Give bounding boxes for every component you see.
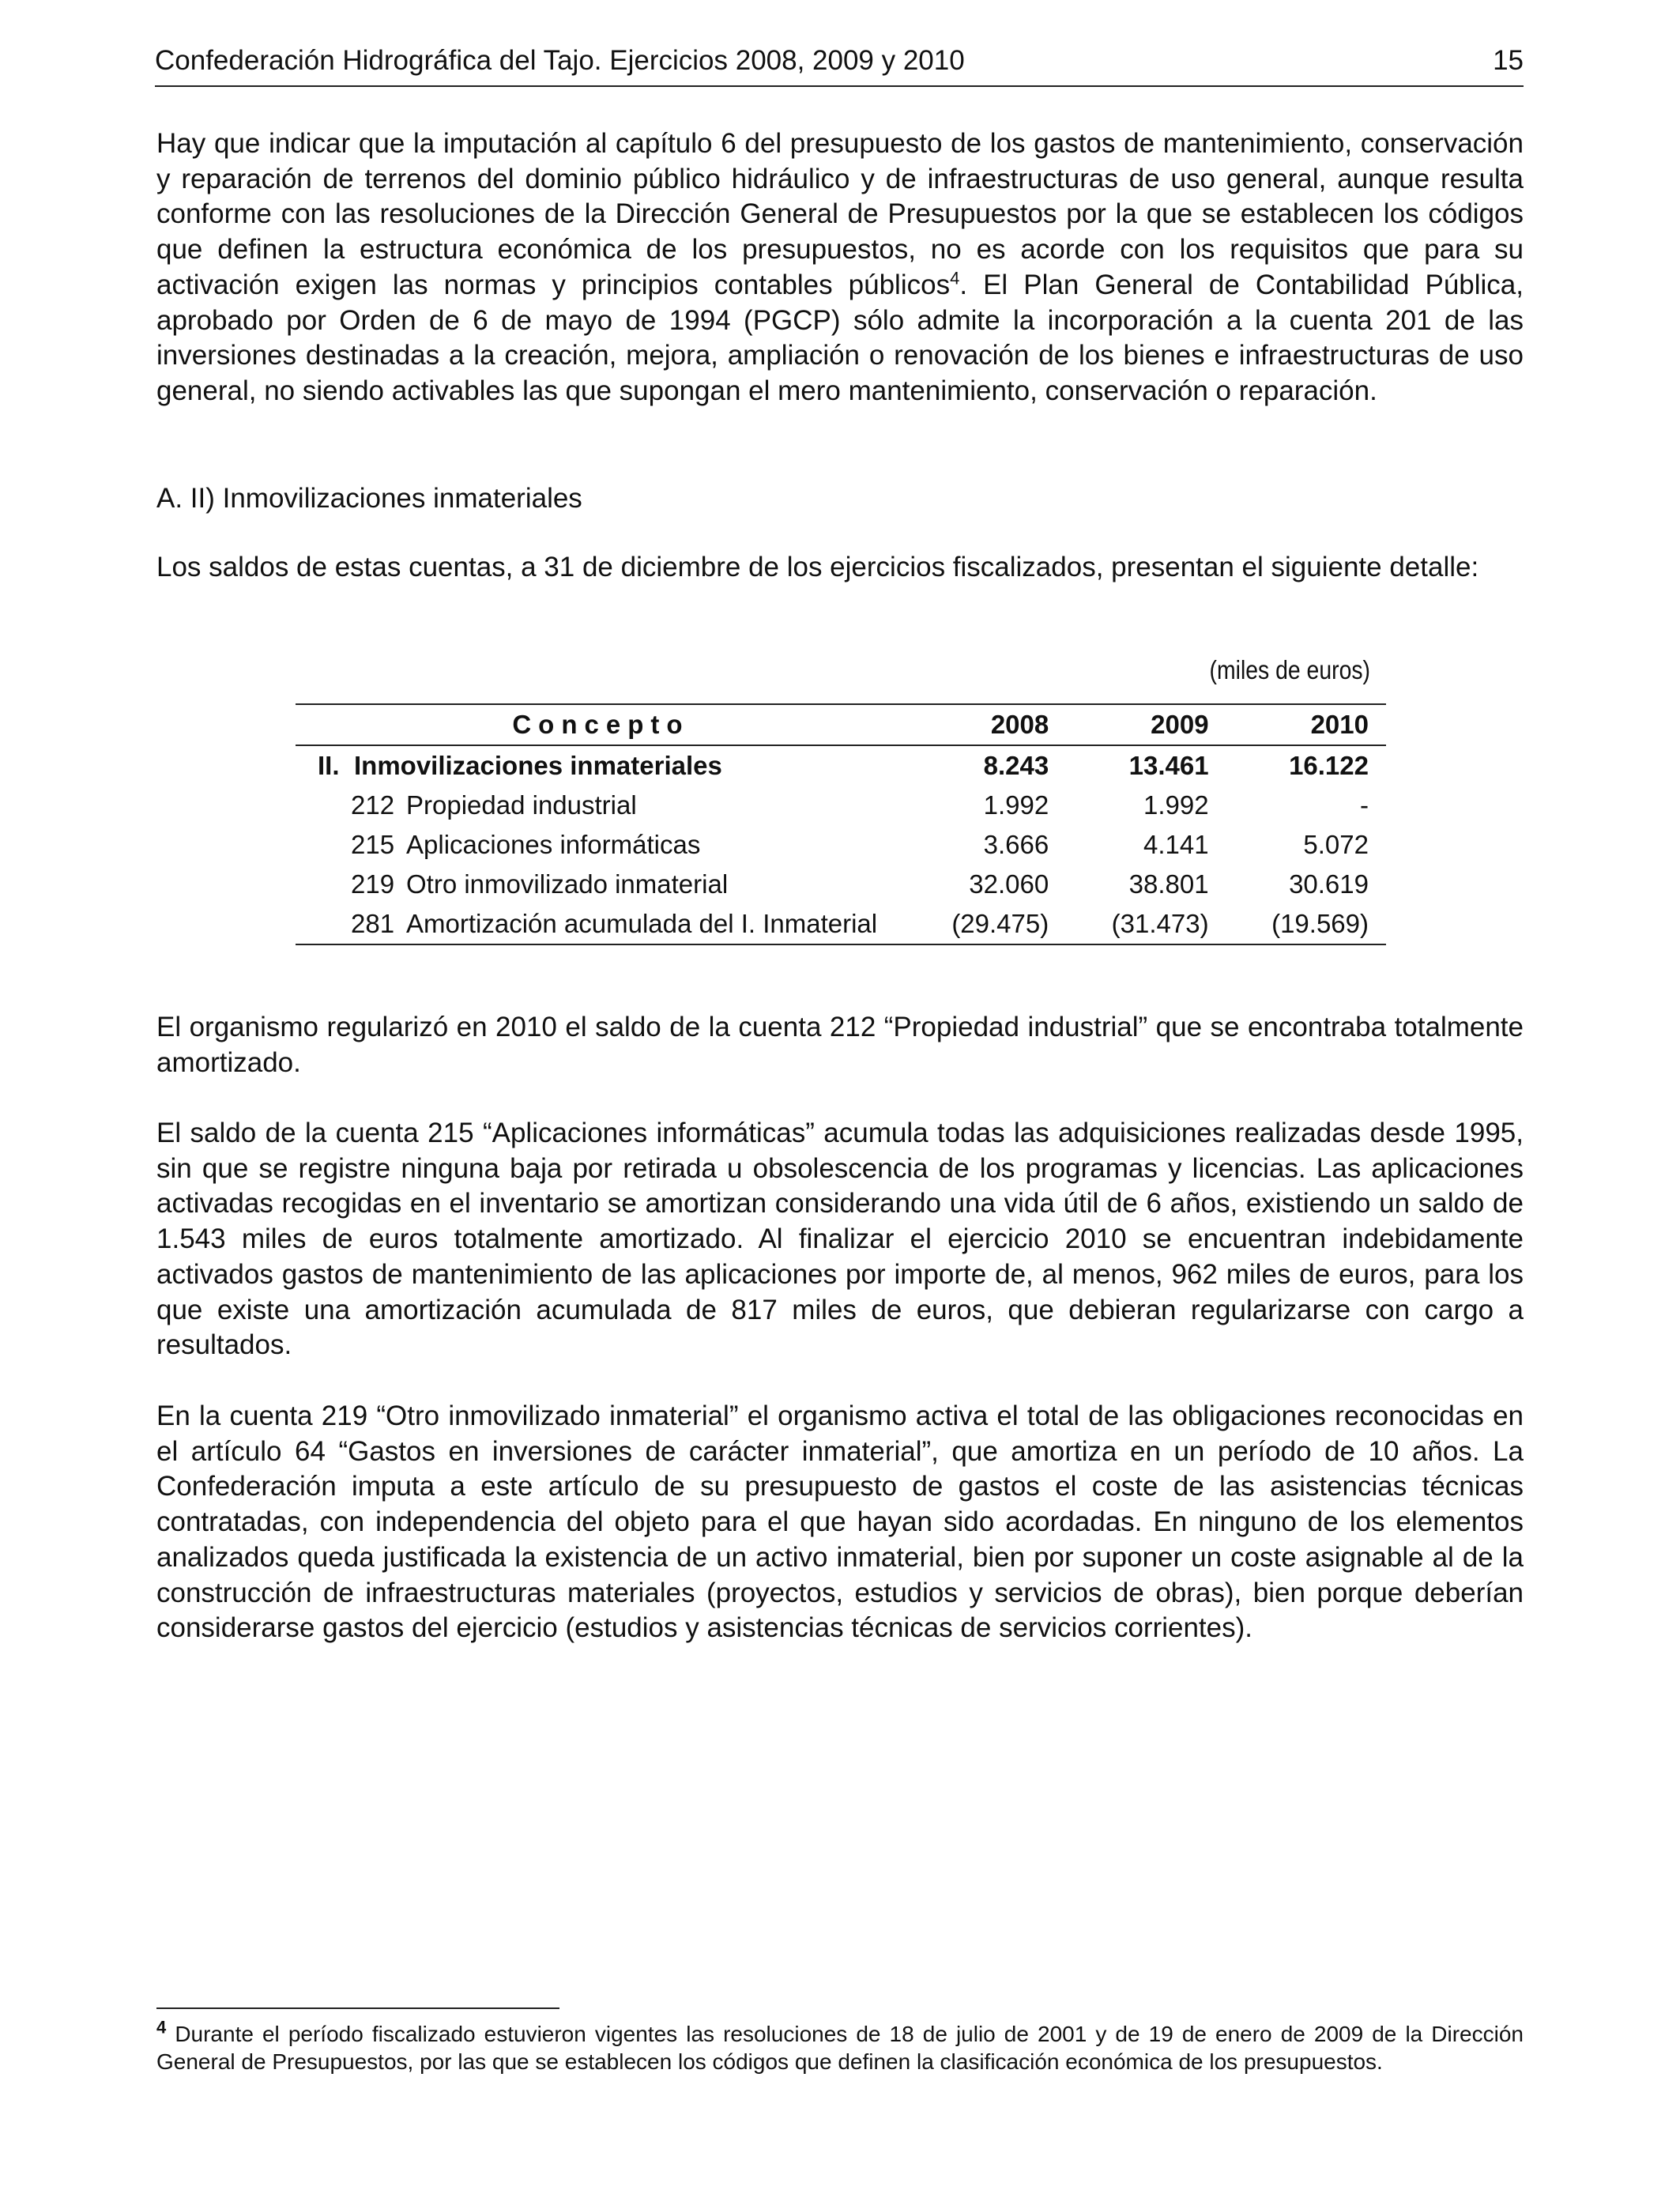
section-heading: A. II) Inmovilizaciones inmateriales — [156, 483, 582, 514]
cell-2010: 16.122 — [1289, 751, 1369, 780]
cell-2009: 13.461 — [1128, 751, 1209, 780]
cell-2008: (29.475) — [906, 904, 1066, 944]
paragraph-imputacion-part1: Hay que indicar que la imputación al capítulo 6 del presupuesto de los gastos de mantenimiento, conservación y reparación de terrenos del dominio público hidráulico y de infraestructuras de uso general, aunque resulta conforme con las resoluciones de la Dirección General de Presupuestos por la que se establecen los códigos que definen la estructura económica de los presupuestos, no es acorde con los requisitos que para su activación exigen las normas y principios contables públicos — [156, 128, 1524, 300]
row-label: Amortización acumulada del I. Inmaterial — [406, 909, 878, 938]
paragraph-saldos: Los saldos de estas cuentas, a 31 de diciembre de los ejercicios fiscalizados, presentan el siguiente detalle: — [156, 552, 1479, 582]
table-units: (miles de euros) — [1209, 655, 1370, 684]
table-row — [296, 904, 1386, 944]
paragraph-cuenta-212: El organismo regularizó en 2010 el saldo de la cuenta 212 “Propiedad industrial” que se encontraba totalmente amortizado. — [156, 1012, 1524, 1078]
column-header-concepto: Concepto — [512, 710, 690, 739]
cell-2010: - — [1360, 790, 1369, 820]
table-row — [296, 786, 1386, 825]
row-code: 215 — [351, 830, 395, 859]
cell-2009: (31.473) — [1066, 904, 1226, 944]
table-row — [296, 865, 1386, 904]
row-code: 212 — [351, 790, 395, 820]
cell-2008: 1.992 — [983, 790, 1049, 820]
cell-2010: 5.072 — [1303, 830, 1369, 859]
cell-2008: 32.060 — [969, 869, 1049, 899]
footnote-number: 4 — [156, 2017, 167, 2038]
cell-2010: (19.569) — [1226, 904, 1386, 944]
cell-2008: 8.243 — [983, 751, 1049, 780]
column-header-2009: 2009 — [1066, 704, 1226, 745]
page-number: 15 — [1493, 45, 1524, 76]
balances-table — [296, 703, 1386, 945]
table-row — [296, 825, 1386, 865]
row-code: 219 — [351, 869, 395, 899]
page-header — [155, 43, 1524, 87]
footnote-divider — [156, 2007, 559, 2009]
row-code: II. — [318, 751, 340, 780]
running-title: Confederación Hidrográfica del Tajo. Ejercicios 2008, 2009 y 2010 — [155, 45, 965, 76]
row-code: 281 — [351, 909, 395, 938]
footnote-reference: 4 — [950, 268, 960, 288]
cell-2010: 30.619 — [1289, 869, 1369, 899]
row-label: Aplicaciones informáticas — [406, 830, 701, 859]
column-header-2010: 2010 — [1226, 704, 1386, 745]
paragraph-cuenta-219: En la cuenta 219 “Otro inmovilizado inmaterial” el organismo activa el total de las obligaciones reconocidas en el artículo 64 “Gastos en inversiones de carácter inmaterial”, que amortiza en un período de 10 años. La Confederación imputa a este artículo de su presupuesto de gastos el coste de las asistencias técnicas contratadas, con independencia del objeto para el que hayan sido acordadas. En ninguno de los elementos analizados queda justificada la existencia de un activo inmaterial, bien por suponer un coste asignable al de la construcción de infraestructuras materiales (proyectos, estudios y servicios de obras), bien porque deberían considerarse gastos del ejercicio (estudios y asistencias técnicas de servicios corrientes). — [156, 1400, 1524, 1644]
table-header-row — [296, 704, 1386, 745]
table-row-total — [296, 745, 1386, 786]
row-label: Inmovilizaciones inmateriales — [354, 751, 722, 780]
cell-2009: 1.992 — [1143, 790, 1209, 820]
row-label: Propiedad industrial — [406, 790, 637, 820]
footnote — [156, 2017, 1524, 2075]
cell-2009: 4.141 — [1143, 830, 1209, 859]
row-label: Otro inmovilizado inmaterial — [406, 869, 729, 899]
column-header-2008: 2008 — [906, 704, 1066, 745]
paragraph-cuenta-215: El saldo de la cuenta 215 “Aplicaciones informáticas” acumula todas las adquisiciones realizadas desde 1995, sin que se registre ninguna baja por retirada u obsolescencia de los programas y licencias. Las aplicaciones activadas recogidas en el inventario se amortizan considerando una vida útil de 6 años, existiendo un saldo de 1.543 miles de euros totalmente amortizado. Al finalizar el ejercicio 2010 se encuentran indebidamente activados gastos de mantenimiento de las aplicaciones por importe de, al menos, 962 miles de euros, para los que existe una amortización acumulada de 817 miles de euros, que debieran regularizarse con cargo a resultados. — [156, 1118, 1524, 1361]
footnote-text: Durante el período fiscalizado estuvieron vigentes las resoluciones de 18 de julio de 2001 y de 19 de enero de 2009 de la Dirección General de Presupuestos, por las que se establecen los códigos que definen la clasificación económica de los presupuestos. — [156, 2022, 1524, 2074]
cell-2009: 38.801 — [1128, 869, 1209, 899]
paragraph-imputacion-part2: . El Plan General de Contabilidad Pública, aprobado por Orden de 6 de mayo de 1994 (PGCP) sólo admite la incorporación a la cuenta 201 de las inversiones destinadas a la creación, mejora, ampliación o renovación de los bienes e infraestructuras de uso general, no siendo activables las que supongan el mero mantenimiento, conservación o reparación. — [156, 269, 1524, 406]
paragraph-imputacion — [156, 126, 1524, 409]
cell-2008: 3.666 — [983, 830, 1049, 859]
